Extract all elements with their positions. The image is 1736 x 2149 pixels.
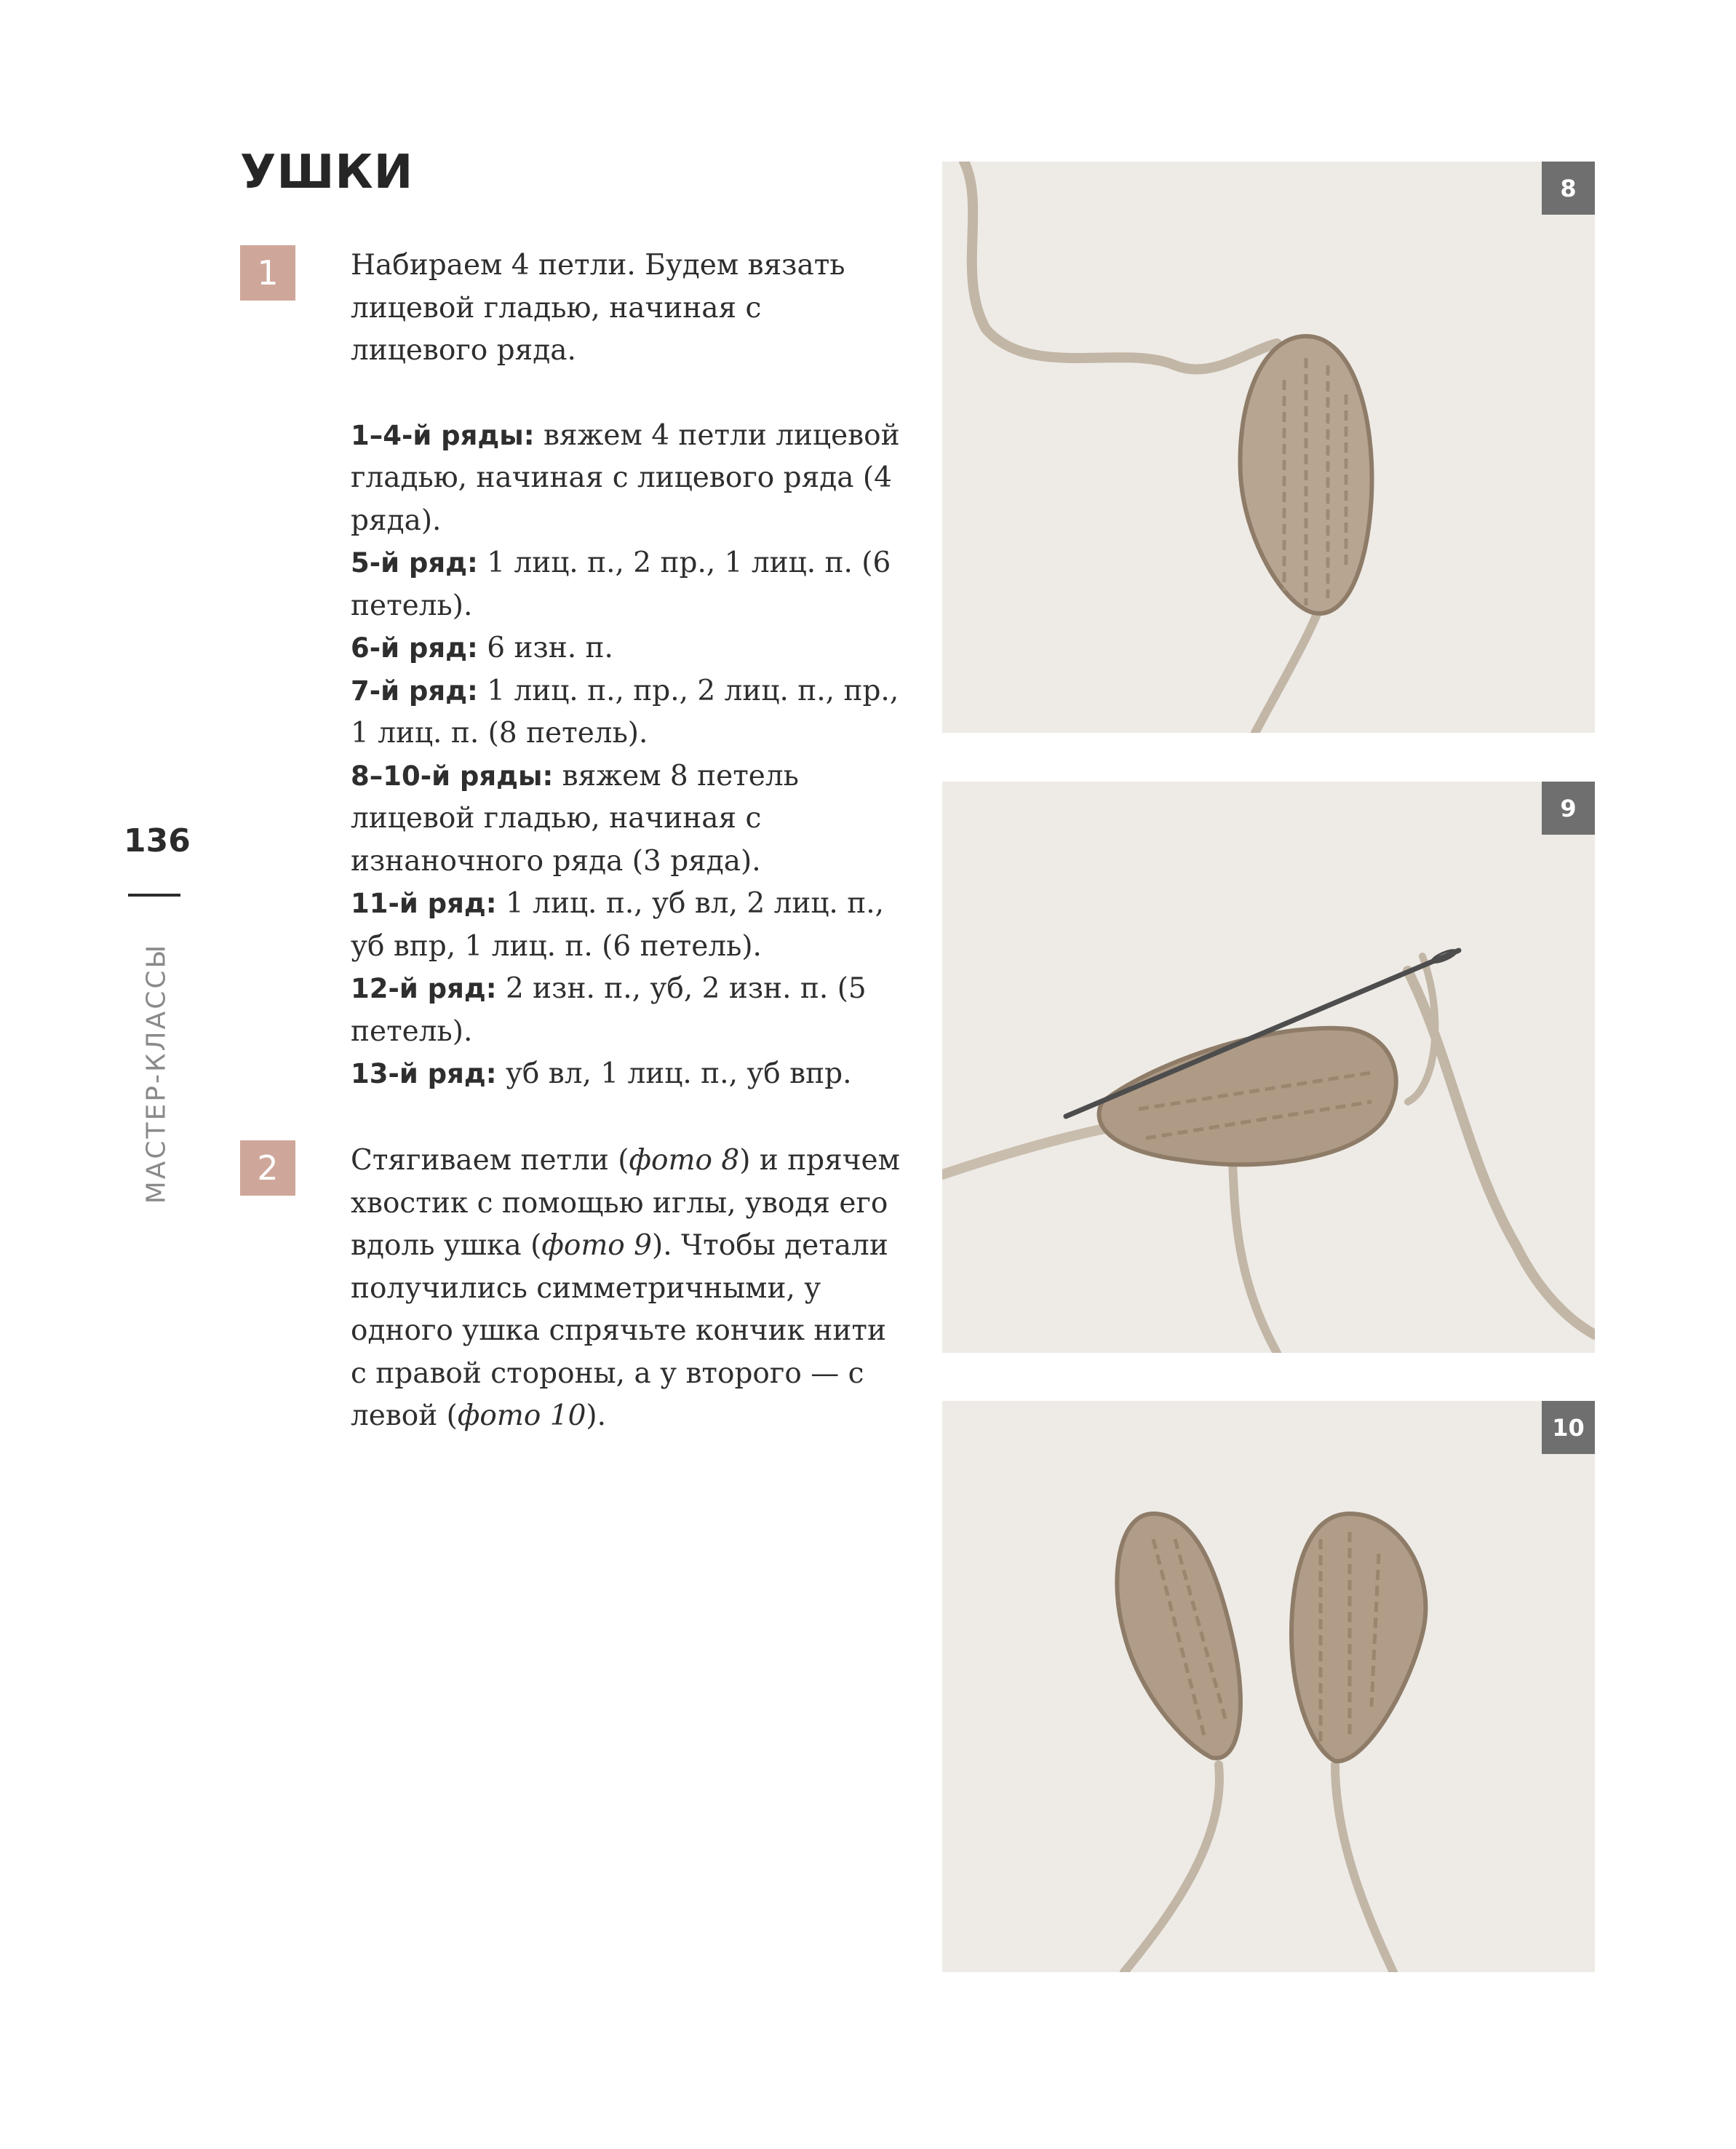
row-5	[351, 542, 904, 627]
row-text: вяжем 8 петель лицевой гладью, начиная с изнаночного ряда (3 ряда).	[351, 759, 799, 878]
photo-10	[942, 1401, 1595, 1972]
photo-number-badge: 8	[1542, 162, 1595, 215]
photo-number-badge: 10	[1542, 1401, 1595, 1454]
text-run: ) и прячем хвостик с помощью иглы, уводя его вдоль ушка (	[351, 1144, 900, 1262]
text-run: Стягиваем петли (	[351, 1144, 629, 1177]
row-label: 8–10-й ряды:	[351, 760, 554, 792]
row-text: 6 изн. п.	[477, 632, 613, 664]
row-text: 2 изн. п., уб, 2 изн. п. (5 петель).	[351, 972, 867, 1048]
row-text: вяжем 4 петли лицевой гладью, начиная с лицевого ряда (4 ряда).	[351, 418, 900, 537]
row-13	[351, 1053, 904, 1096]
row-label: 7-й ряд:	[351, 675, 478, 707]
photo-ref-9: фото 9	[541, 1229, 652, 1262]
step-1-text	[351, 245, 904, 1096]
row-8-10	[351, 755, 904, 883]
row-6	[351, 627, 904, 670]
row-label: 1–4-й ряды:	[351, 419, 535, 451]
row-label: 13-й ряд:	[351, 1058, 497, 1089]
photo-number-badge: 9	[1542, 782, 1595, 835]
text-run: ).	[586, 1399, 607, 1432]
row-text: 1 лиц. п., уб вл, 2 лиц. п., уб впр, 1 лиц. п. (6 петель).	[351, 887, 885, 963]
row-label: 12-й ряд:	[351, 973, 497, 1004]
row-7	[351, 670, 904, 755]
row-text: 1 лиц. п., пр., 2 лиц. п., пр., 1 лиц. п. (8 петель).	[351, 674, 899, 750]
row-text: 1 лиц. п., 2 пр., 1 лиц. п. (6 петель).	[351, 547, 891, 622]
photo-ref-10: фото 10	[457, 1399, 586, 1432]
page-title: УШКИ	[240, 146, 414, 199]
photo-8-illustration	[942, 162, 1595, 733]
photo-8	[942, 162, 1595, 733]
photo-10-illustration	[942, 1401, 1595, 1972]
row-11	[351, 883, 904, 968]
section-label: МАСТЕР-КЛАССЫ	[141, 942, 172, 1204]
text-run: ). Чтобы детали получились симметричными, у одного ушка спрячьте кончик нити с правой стороны, а у второго — с левой (	[351, 1229, 888, 1432]
row-text: уб вл, 1 лиц. п., уб впр.	[496, 1057, 852, 1090]
photo-9-illustration	[942, 782, 1595, 1353]
step-2-paragraph	[351, 1140, 904, 1438]
row-label: 6-й ряд:	[351, 632, 478, 664]
photo-ref-8: фото 8	[629, 1144, 740, 1177]
step-1-badge: 1	[240, 245, 295, 301]
photo-9	[942, 782, 1595, 1353]
row-12	[351, 968, 904, 1053]
step-2-badge: 2	[240, 1140, 295, 1196]
row-1-4	[351, 415, 904, 543]
row-label: 5-й ряд:	[351, 547, 478, 579]
step-2-text	[351, 1140, 904, 1438]
step-1-intro: Набираем 4 петли. Будем вязать лицевой гладью, начиная с лицевого ряда.	[351, 249, 845, 367]
page-number-rule	[128, 894, 180, 897]
row-label: 11-й ряд:	[351, 888, 497, 919]
page-number: 136	[124, 822, 191, 859]
